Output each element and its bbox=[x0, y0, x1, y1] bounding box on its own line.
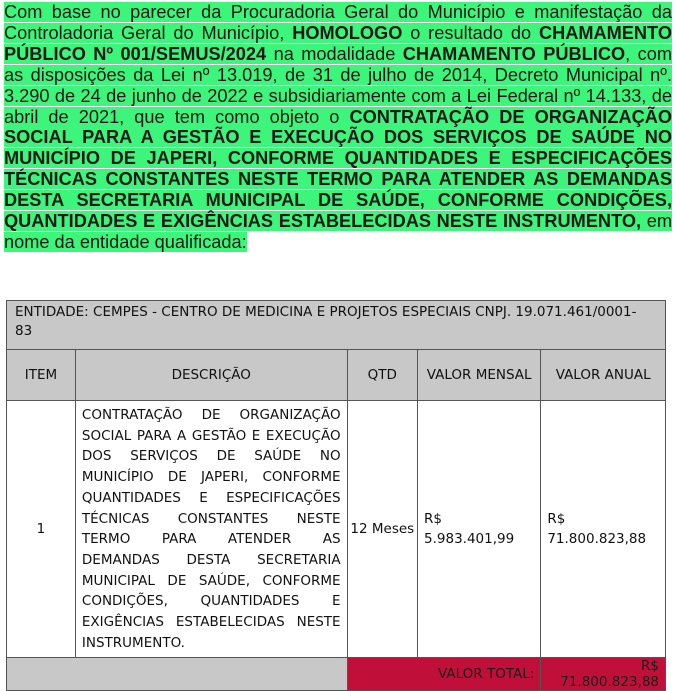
paragraph-text-4: , com as disposições da Lei nº 13.019, de 31 de julho de 2014, Decreto Municipal nº. 3.290 de 24 de junho de 2022 e subsidiariamente com a Lei Federal nº 14.133, de abril de 2021, que tem como objeto o bbox=[4, 43, 672, 127]
cell-item: 1 bbox=[7, 401, 76, 658]
header-descricao: DESCRIÇÃO bbox=[75, 350, 347, 401]
header-valor-mensal: VALOR MENSAL bbox=[418, 350, 541, 401]
entity-table bbox=[6, 300, 666, 691]
paragraph-text-1: Com base no parecer da Procuradoria Geral do Município e manifestação da Controladoria Geral do Município, bbox=[4, 2, 672, 43]
table-header-row bbox=[7, 350, 666, 401]
homologo-keyword: HOMOLOGO bbox=[292, 22, 403, 43]
header-valor-anual: VALOR ANUAL bbox=[541, 350, 666, 401]
paragraph-highlight bbox=[4, 2, 672, 252]
paragraph-text-5: em nome da entidade qualificada: bbox=[4, 211, 672, 252]
chamamento-number: CHAMAMENTO PÚBLICO Nº 001/SEMUS/2024 bbox=[4, 22, 672, 64]
total-row-spacer bbox=[7, 658, 348, 691]
table-row bbox=[7, 401, 666, 658]
total-label: VALOR TOTAL: bbox=[347, 658, 541, 691]
cell-qtd: 12 Meses bbox=[347, 401, 417, 658]
homologation-paragraph bbox=[4, 2, 672, 253]
cell-valor-mensal: R$ 5.983.401,99 bbox=[418, 401, 541, 658]
total-value: R$ 71.800.823,88 bbox=[541, 658, 666, 691]
modalidade-name: CHAMAMENTO PÚBLICO bbox=[402, 43, 626, 64]
header-item: ITEM bbox=[7, 350, 76, 401]
paragraph-text-2: o resultado do bbox=[402, 22, 539, 43]
cell-descricao: CONTRATAÇÃO DE ORGANIZAÇÃO SOCIAL PARA A GESTÃO E EXECUÇÃO DOS SERVIÇOS DE SAÚDE NO MUNICÍPIO DE JAPERI, CONFORME QUANTIDADES E ESPECIFICAÇÕES TÉCNICAS CONSTANTES NESTE TERMO PARA ATENDER AS DEMANDAS DESTA SECRETARIA MUNICIPAL DE SAÚDE, CONFORME CONDIÇÕES, QUANTIDADES E EXIGÊNCIAS ESTABELECIDAS NESTE INSTRUMENTO. bbox=[75, 401, 347, 658]
objeto-description: CONTRATAÇÃO DE ORGANIZAÇÃO SOCIAL PARA A GESTÃO E EXECUÇÃO DOS SERVIÇOS DE SAÚDE NO MUNICÍPIO DE JAPERI, CONFORME QUANTIDADES E ESPECIFICAÇÕES TÉCNICAS CONSTANTES NESTE TERMO PARA ATENDER AS DEMANDAS DESTA SECRETARIA MUNICIPAL DE SAÚDE, CONFORME CONDIÇÕES, QUANTIDADES E EXIGÊNCIAS ESTABELECIDAS NESTE INSTRUMENTO, bbox=[4, 106, 672, 232]
entity-row bbox=[7, 301, 666, 350]
entity-info: ENTIDADE: CEMPES - CENTRO DE MEDICINA E PROJETOS ESPECIAIS CNPJ. 19.071.461/0001- 83 bbox=[7, 301, 666, 350]
total-row bbox=[7, 658, 666, 691]
paragraph-text-3: na modalidade bbox=[266, 43, 403, 64]
header-qtd: QTD bbox=[347, 350, 417, 401]
cell-valor-anual: R$ 71.800.823,88 bbox=[541, 401, 666, 658]
